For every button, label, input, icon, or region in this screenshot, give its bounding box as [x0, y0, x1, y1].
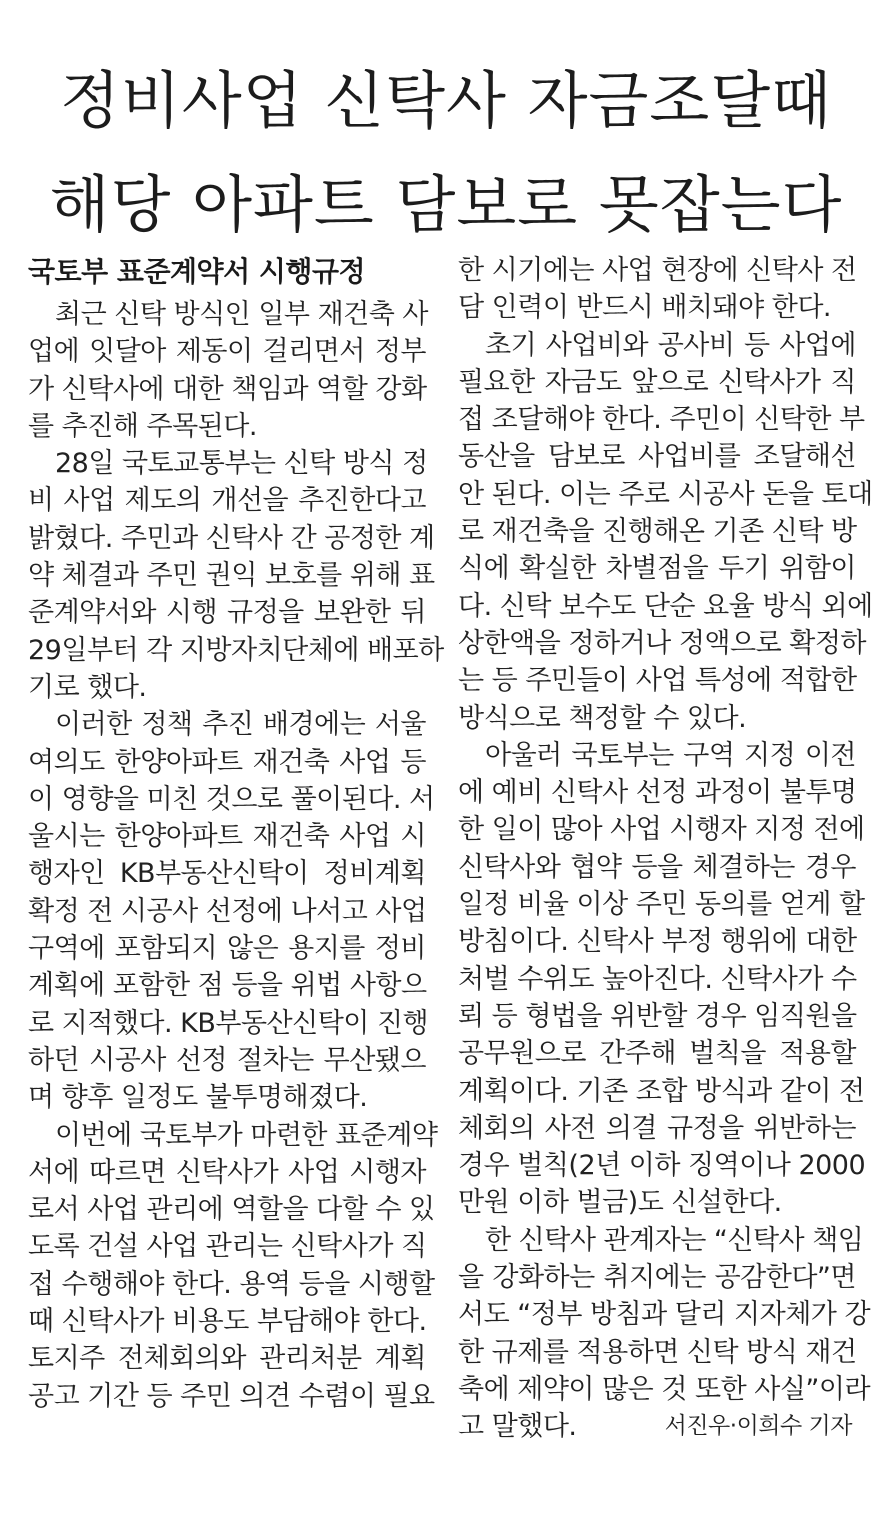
- right-column-body: [458, 252, 873, 1408]
- body-line: 계획이다. 기존 조합 방식과 같이 전: [458, 1075, 865, 1107]
- body-line: 처벌 수위도 높아진다. 신탁사가 수: [458, 963, 857, 995]
- body-line: 이러한 정책 추진 배경에는 서울: [55, 709, 426, 741]
- body-line: 업에 잇달아 제동이 걸리면서 정부: [28, 336, 426, 368]
- body-line: 뢰 등 형법을 위반할 경우 임직원을: [458, 1000, 857, 1032]
- body-line: 밝혔다. 주민과 신탁사 간 공정한 계: [28, 522, 435, 554]
- body-line: 이번에 국토부가 마련한 표준계약: [55, 1119, 438, 1151]
- body-line: 를 추진해 주목된다.: [28, 410, 257, 442]
- body-line: 방식으로 책정할 수 있다.: [458, 702, 747, 734]
- body-line: 최근 신탁 방식인 일부 재건축 사: [55, 299, 428, 330]
- body-line: 만원 이하 벌금)도 신설한다.: [458, 1187, 782, 1219]
- body-line: 29일부터 각 지방자치단체에 배포하: [28, 634, 444, 666]
- body-line: 한 시기에는 사업 현장에 신탁사 전: [458, 255, 857, 286]
- headline-line-1: 정비사업 신탁사 자금조달때: [59, 63, 833, 137]
- body-line: 가 신탁사에 대한 책임과 역할 강화: [28, 373, 427, 405]
- body-line: 행자인 KB부동산신탁이 정비계획: [28, 858, 426, 890]
- body-line: 안 된다. 이는 주로 시공사 돈을 토대: [458, 478, 873, 510]
- body-line: 다. 신탁 보수도 단순 요율 방식 외에: [458, 590, 873, 622]
- body-line: 구역에 포함되지 않은 용지를 정비: [28, 933, 426, 965]
- body-line: 로서 사업 관리에 역할을 다할 수 있: [28, 1194, 435, 1226]
- article-column-left: [28, 252, 444, 1415]
- body-line: 계획에 포함한 점 등을 위법 사항으: [28, 970, 427, 1002]
- body-line: 며 향후 일정도 불투명해졌다.: [28, 1082, 368, 1114]
- subheadline: 국토부 표준계약서 시행규정: [28, 255, 366, 288]
- body-line: 축에 제약이 많은 것 또한 사실”이라: [458, 1373, 871, 1405]
- left-column-body: [28, 296, 444, 1415]
- body-line: 방침이다. 신탁사 부정 행위에 대한: [458, 926, 857, 958]
- body-line: 필요한 자금도 앞으로 신탁사가 직: [458, 366, 856, 398]
- body-line: 에 예비 신탁사 선정 과정이 불투명: [458, 777, 857, 809]
- body-line: 여의도 한양아파트 재건축 사업 등: [28, 746, 426, 778]
- body-line: 도록 건설 사업 관리는 신탁사가 직: [28, 1231, 427, 1263]
- body-line: 한 규제를 적용하면 신탁 방식 재건: [458, 1336, 857, 1368]
- body-line: 한 일이 많아 사업 시행자 지정 전에: [458, 814, 865, 846]
- body-line: 상한액을 정하거나 정액으로 확정하: [458, 627, 866, 659]
- body-line: 공무원으로 간주해 벌칙을 적용할: [458, 1038, 856, 1070]
- body-line: 식에 확실한 차별점을 두기 위함이: [458, 553, 856, 585]
- body-line: 약 체결과 주민 권익 보호를 위해 표: [28, 560, 435, 592]
- body-line: 로 지적했다. KB부동산신탁이 진행: [28, 1007, 429, 1039]
- body-line: 28일 국토교통부는 신탁 방식 정: [55, 448, 428, 480]
- body-line: 초기 사업비와 공사비 등 사업에: [485, 329, 856, 361]
- body-line: 서도 “정부 방침과 달리 지자체가 강: [458, 1299, 871, 1331]
- body-line: 이 영향을 미친 것으로 풀이된다. 서: [28, 783, 435, 815]
- body-line: 체회의 사전 의결 규정을 위반하는: [458, 1112, 856, 1144]
- byline: 서진우·이희수 기자: [664, 1413, 852, 1440]
- body-line: 한 신탁사 관계자는 “신탁사 책임: [485, 1224, 864, 1256]
- body-line: 비 사업 제도의 개선을 추진한다고: [28, 485, 426, 517]
- body-line: 접 수행해야 한다. 용역 등을 시행할: [28, 1268, 435, 1300]
- body-line: 동산을 담보로 사업비를 조달해선: [458, 441, 856, 473]
- body-line: 을 강화하는 취지에는 공감한다”면: [458, 1262, 856, 1294]
- body-line: 경우 벌칙(2년 이하 징역이나 2000: [458, 1150, 866, 1182]
- article-column-right: [458, 252, 873, 1446]
- closing-row: [458, 1408, 856, 1445]
- body-line: 는 등 주민들이 사업 특성에 적합한: [458, 665, 857, 697]
- body-line: 공고 기간 등 주민 의견 수렴이 필요: [28, 1380, 435, 1412]
- body-line: 준계약서와 시행 규정을 보완한 뒤: [28, 597, 426, 629]
- body-line: 토지주 전체회의와 관리처분 계획: [28, 1343, 426, 1375]
- body-line: 담 인력이 반드시 배치돼야 한다.: [458, 292, 831, 324]
- body-line: 울시는 한양아파트 재건축 사업 시: [28, 821, 426, 853]
- body-line: 일정 비율 이상 주민 동의를 얻게 할: [458, 889, 865, 921]
- body-line: 아울러 국토부는 구역 지정 이전: [485, 739, 856, 771]
- body-line: 서에 따르면 신탁사가 사업 시행자: [28, 1156, 426, 1188]
- body-line: 로 재건축을 진행해온 기존 신탁 방: [458, 516, 857, 548]
- body-line: 접 조달해야 한다. 주민이 신탁한 부: [458, 404, 865, 436]
- body-line: 때 신탁사가 비용도 부담해야 한다.: [28, 1306, 427, 1338]
- closing-line: 고 말했다.: [458, 1411, 577, 1443]
- body-line: 확정 전 시공사 선정에 나서고 사업: [28, 895, 427, 927]
- body-line: 기로 했다.: [28, 671, 147, 703]
- body-line: 하던 시공사 선정 절차는 무산됐으: [28, 1044, 426, 1076]
- headline-line-2: 해당 아파트 담보로 못잡는다: [49, 167, 843, 241]
- body-line: 신탁사와 협약 등을 체결하는 경우: [458, 851, 856, 883]
